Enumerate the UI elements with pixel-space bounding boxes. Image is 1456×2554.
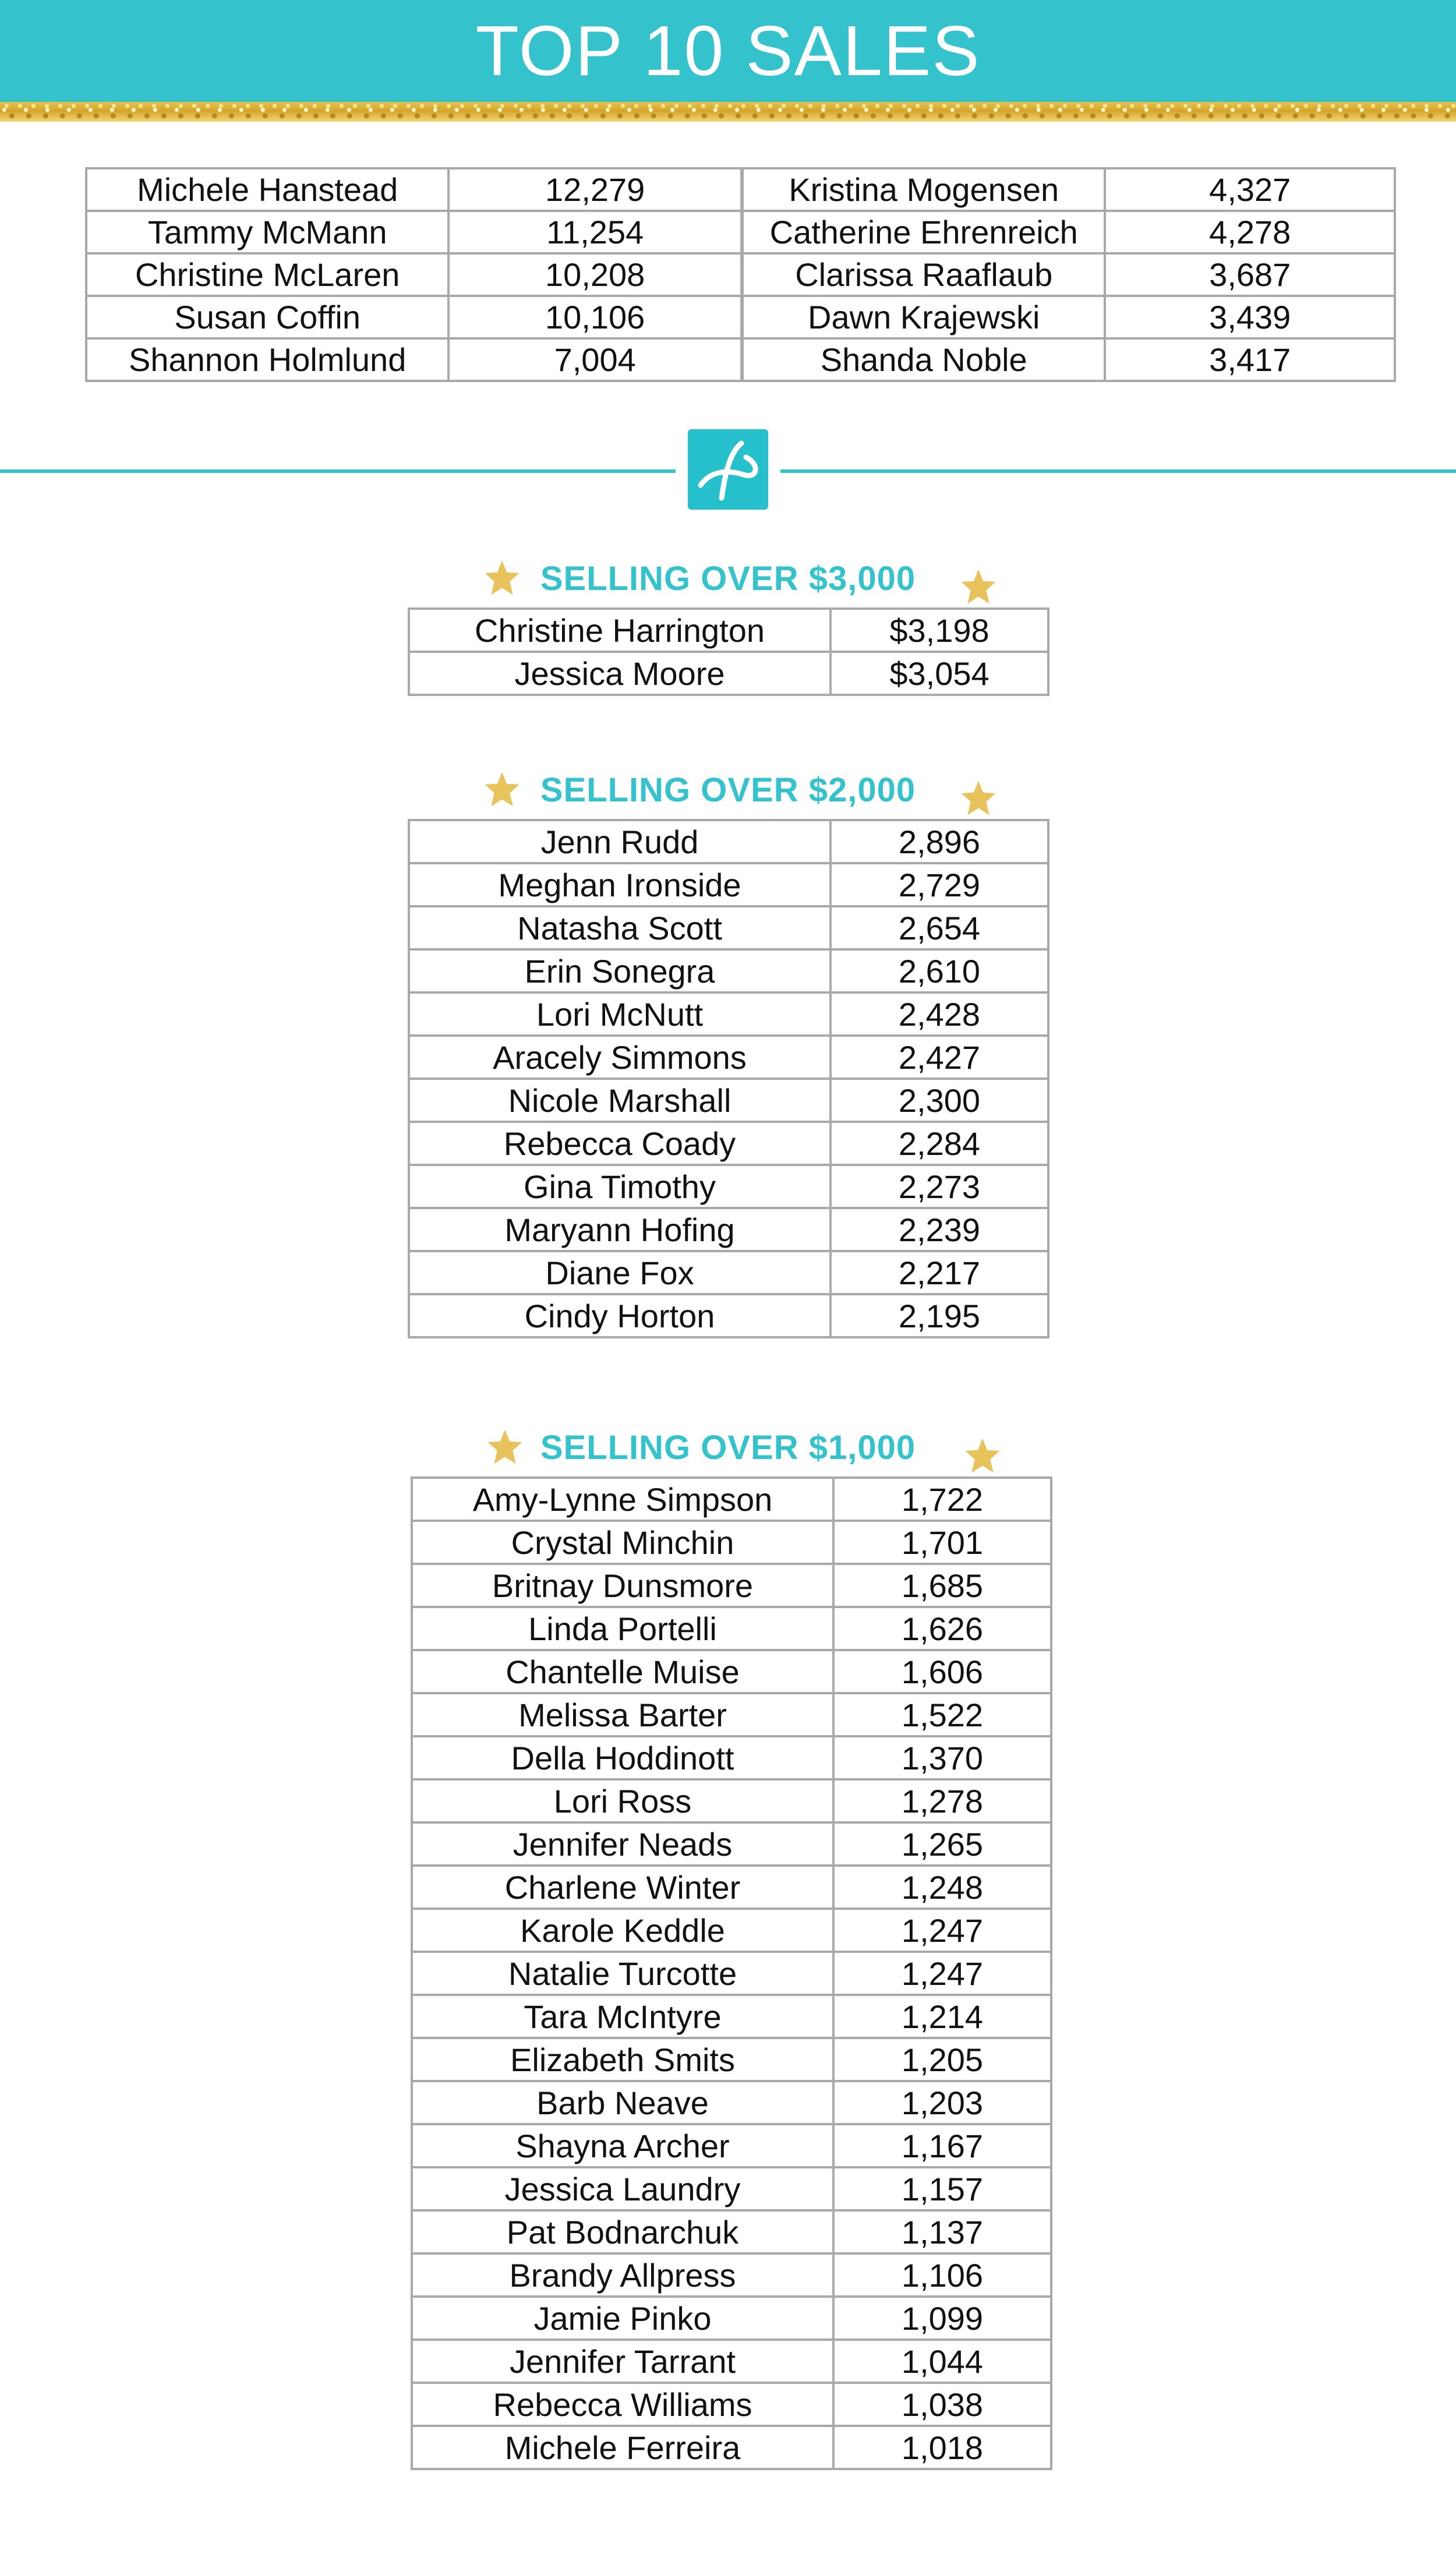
seller-name: Michele Ferreira [412,2426,833,2469]
seller-sales: 12,279 [448,168,742,211]
seller-sales: 1,214 [833,1995,1051,2038]
seller-sales: 1,157 [833,2167,1051,2210]
seller-name: Dawn Krajewski [742,296,1105,338]
seller-sales: 7,004 [448,338,742,381]
seller-sales: 1,044 [833,2340,1051,2383]
seller-sales: 1,522 [833,1693,1051,1736]
seller-name: Susan Coffin [86,296,448,338]
table-row [412,1607,1051,1650]
seller-name: Natasha Scott [409,906,831,949]
seller-sales: 3,687 [1105,253,1395,296]
seller-sales: 2,729 [831,863,1048,906]
seller-sales: 4,327 [1105,168,1395,211]
table-row [86,253,1395,296]
seller-sales: 2,284 [831,1122,1048,1165]
seller-sales: 2,217 [831,1251,1048,1294]
seller-name: Brandy Allpress [412,2253,833,2297]
seller-name: Rebecca Coady [409,1122,831,1165]
seller-sales: 2,239 [831,1208,1048,1251]
over-2000-table [408,819,1049,1338]
gold-glitter-strip [0,102,1456,122]
table-row [412,1736,1051,1779]
seller-name: Jessica Moore [409,652,831,695]
divider-right [780,469,1456,473]
star-icon [960,779,997,817]
table-row [412,1909,1051,1952]
page-title: TOP 10 SALES [475,11,981,90]
table-row [412,2167,1051,2210]
seller-name: Tammy McMann [86,211,448,253]
seller-name: Linda Portelli [412,1607,833,1650]
seller-sales: 1,370 [833,1736,1051,1779]
seller-name: Rebecca Williams [412,2383,833,2426]
seller-name: Cindy Horton [409,1294,831,1337]
star-icon [964,1437,1001,1474]
table-row [409,906,1048,949]
table-row [86,168,1395,211]
seller-name: Jennifer Tarrant [412,2340,833,2383]
seller-sales: 4,278 [1105,211,1395,253]
seller-sales: 1,106 [833,2253,1051,2297]
brand-logo-icon [688,429,768,510]
table-row [412,2253,1051,2297]
table-row [86,211,1395,253]
seller-name: Gina Timothy [409,1165,831,1208]
table-row [409,820,1048,863]
table-row [412,1822,1051,1866]
table-row [409,1036,1048,1079]
section-heading-over-1000: SELLING OVER $1,000 [540,1429,916,1467]
seller-sales: 1,205 [833,2038,1051,2081]
seller-name: Elizabeth Smits [412,2038,833,2081]
table-row [412,1952,1051,1995]
table-row [412,2340,1051,2383]
seller-sales: 1,278 [833,1779,1051,1822]
seller-name: Kristina Mogensen [742,168,1105,211]
table-row [409,1122,1048,1165]
table-row [409,949,1048,992]
table-row [86,338,1395,381]
seller-sales: 3,439 [1105,296,1395,338]
seller-name: Crystal Minchin [412,1521,833,1564]
table-row [412,1650,1051,1693]
seller-name: Charlene Winter [412,1866,833,1909]
seller-name: Maryann Hofing [409,1208,831,1251]
seller-sales: 2,896 [831,820,1048,863]
seller-sales: 3,417 [1105,338,1395,381]
table-row [412,1478,1051,1521]
seller-name: Tara McIntyre [412,1995,833,2038]
seller-sales: 1,167 [833,2124,1051,2167]
seller-name: Christine McLaren [86,253,448,296]
seller-sales: 1,248 [833,1866,1051,1909]
seller-sales: 1,137 [833,2210,1051,2253]
seller-name: Shanda Noble [742,338,1105,381]
seller-sales: 1,099 [833,2297,1051,2340]
seller-sales: 1,722 [833,1478,1051,1521]
seller-sales: 2,427 [831,1036,1048,1079]
seller-name: Barb Neave [412,2081,833,2124]
table-row [412,1564,1051,1607]
table-row [412,1779,1051,1822]
table-row [409,1294,1048,1337]
table-row [412,1521,1051,1564]
table-row [412,2124,1051,2167]
seller-name: Diane Fox [409,1251,831,1294]
table-row [412,2038,1051,2081]
seller-name: Aracely Simmons [409,1036,831,1079]
seller-name: Jamie Pinko [412,2297,833,2340]
seller-sales: 10,208 [448,253,742,296]
table-row [409,863,1048,906]
seller-sales: 1,038 [833,2383,1051,2426]
seller-sales: 1,606 [833,1650,1051,1693]
seller-sales: 2,300 [831,1079,1048,1122]
table-row [412,2210,1051,2253]
seller-name: Erin Sonegra [409,949,831,992]
table-row [409,652,1048,695]
seller-name: Christine Harrington [409,609,831,652]
table-row [409,1251,1048,1294]
seller-sales: 2,610 [831,949,1048,992]
seller-sales: 1,685 [833,1564,1051,1607]
seller-sales: 2,428 [831,992,1048,1036]
seller-sales: 1,626 [833,1607,1051,1650]
seller-sales: 2,654 [831,906,1048,949]
seller-name: Britnay Dunsmore [412,1564,833,1607]
section-heading-over-2000: SELLING OVER $2,000 [540,771,916,809]
seller-sales: 1,247 [833,1909,1051,1952]
seller-name: Lori Ross [412,1779,833,1822]
seller-name: Clarissa Raaflaub [742,253,1105,296]
seller-name: Nicole Marshall [409,1079,831,1122]
seller-name: Lori McNutt [409,992,831,1036]
seller-sales: 1,018 [833,2426,1051,2469]
seller-sales: 1,701 [833,1521,1051,1564]
top10-table [85,167,1396,382]
table-row [412,2383,1051,2426]
star-icon [960,568,997,605]
table-row [412,2081,1051,2124]
seller-name: Amy-Lynne Simpson [412,1478,833,1521]
seller-sales: $3,054 [831,652,1048,695]
table-row [409,992,1048,1036]
table-row [412,1693,1051,1736]
table-row [86,296,1395,338]
seller-name: Jennifer Neads [412,1822,833,1866]
seller-name: Chantelle Muise [412,1650,833,1693]
table-row [412,1995,1051,2038]
table-row [409,1165,1048,1208]
table-row [409,609,1048,652]
seller-sales: 1,203 [833,2081,1051,2124]
section-heading-over-3000: SELLING OVER $3,000 [540,560,916,598]
table-row [412,2426,1051,2469]
seller-name: Karole Keddle [412,1909,833,1952]
seller-name: Melissa Barter [412,1693,833,1736]
seller-name: Della Hoddinott [412,1736,833,1779]
divider-left [0,469,676,473]
seller-sales: 1,247 [833,1952,1051,1995]
over-1000-table [411,1476,1052,2470]
seller-sales: 10,106 [448,296,742,338]
seller-sales: 11,254 [448,211,742,253]
seller-sales: 2,195 [831,1294,1048,1337]
over-3000-table [408,607,1049,696]
seller-name: Shannon Holmlund [86,338,448,381]
table-row [409,1079,1048,1122]
seller-name: Shayna Archer [412,2124,833,2167]
seller-name: Jenn Rudd [409,820,831,863]
table-row [409,1208,1048,1251]
table-row [412,2297,1051,2340]
seller-name: Catherine Ehrenreich [742,211,1105,253]
seller-name: Pat Bodnarchuk [412,2210,833,2253]
seller-name: Meghan Ironside [409,863,831,906]
seller-name: Jessica Laundry [412,2167,833,2210]
seller-sales: 2,273 [831,1165,1048,1208]
seller-name: Michele Hanstead [86,168,448,211]
seller-sales: 1,265 [833,1822,1051,1866]
table-row [412,1866,1051,1909]
seller-name: Natalie Turcotte [412,1952,833,1995]
seller-sales: $3,198 [831,609,1048,652]
